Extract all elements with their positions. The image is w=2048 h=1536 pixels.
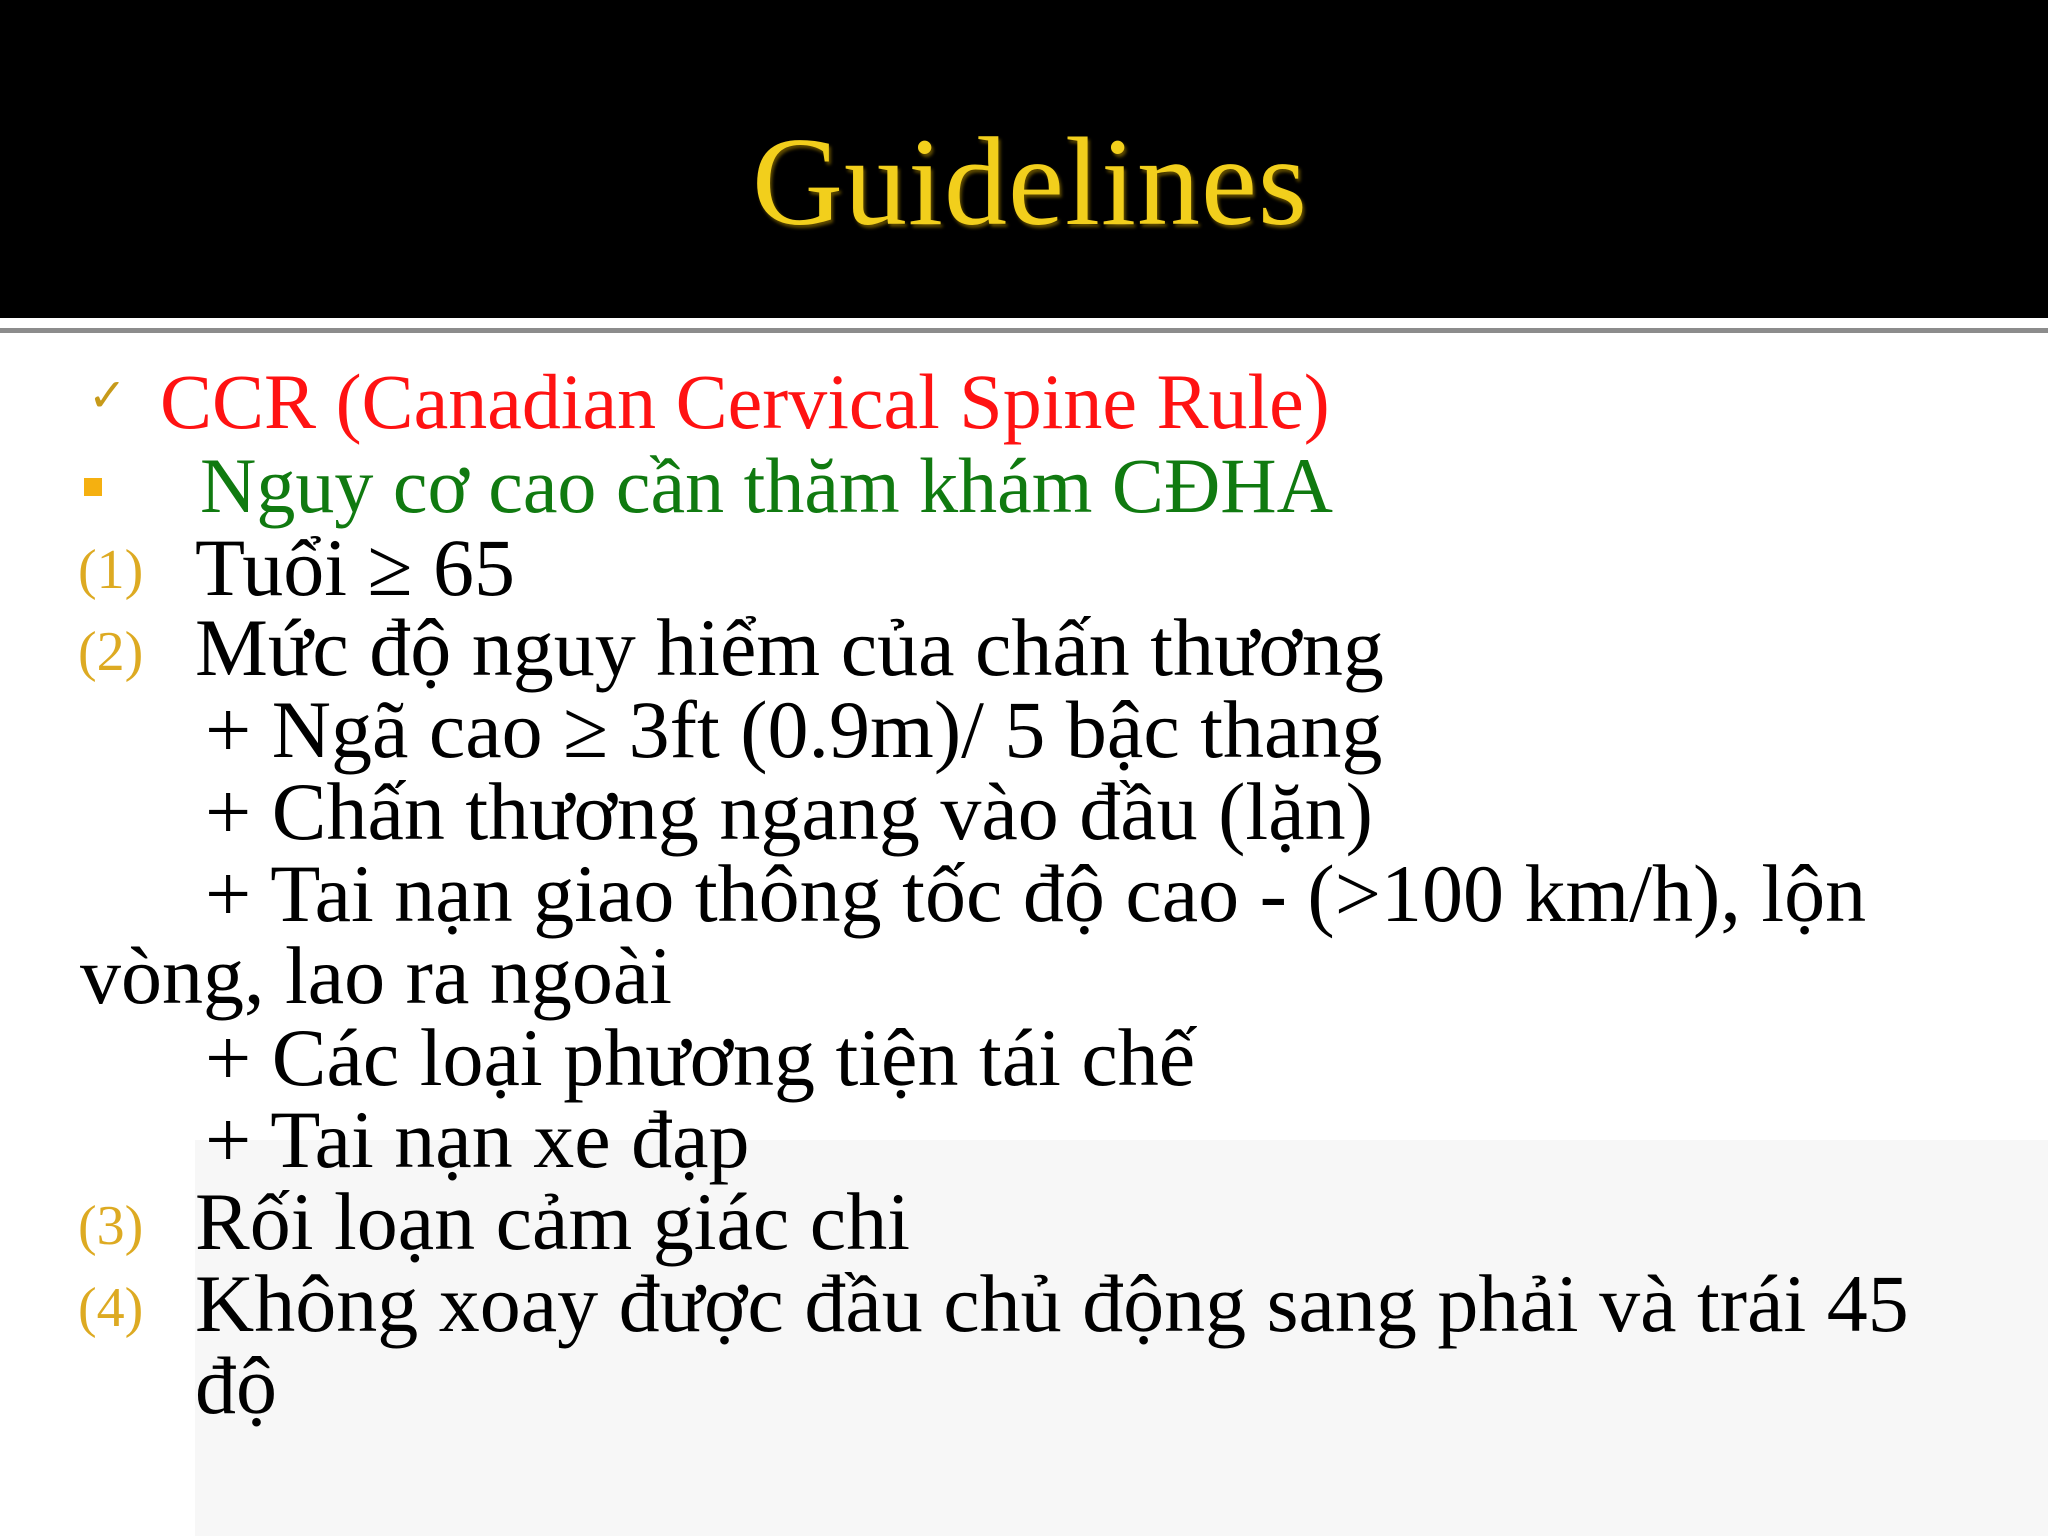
sub-item-bicycle-accident: + Tai nạn xe đạp [205,1094,750,1185]
sub-item-head-trauma: + Chấn thương ngang vào đầu (lặn) [205,766,1373,857]
square-bullet-icon [84,478,102,496]
sub-item-traffic-accident-cont: vòng, lao ra ngoài [80,930,673,1021]
item-text-4: Không xoay được đầu chủ động sang phải và trái 45 [195,1258,1909,1349]
item-marker-2: (2) [78,621,144,683]
sub-item-fall: + Ngã cao ≥ 3ft (0.9m)/ 5 bậc thang [205,684,1383,775]
header-divider-gray [0,328,2048,333]
sub-item-recycled-vehicles: + Các loại phương tiện tái chế [205,1012,1196,1103]
rule-heading: CCR (Canadian Cervical Spine Rule) [160,358,1330,445]
slide-title: Guidelines [752,113,1308,252]
item-text-3: Rối loạn cảm giác chi [195,1176,910,1267]
item-text-1: Tuổi ≥ 65 [195,522,515,613]
sub-item-traffic-accident: + Tai nạn giao thông tốc độ cao - (>100 km/h), lộn [205,848,1867,939]
header-divider-light [0,318,2048,324]
item-marker-4: (4) [78,1277,144,1339]
item-text-2: Mức độ nguy hiểm của chấn thương [195,602,1384,693]
item-text-4-cont: độ [195,1340,277,1431]
item-marker-3: (3) [78,1195,144,1257]
item-marker-1: (1) [78,539,144,601]
risk-heading: Nguy cơ cao cần thăm khám CĐHA [200,442,1333,529]
check-icon: ✓ [88,368,127,422]
